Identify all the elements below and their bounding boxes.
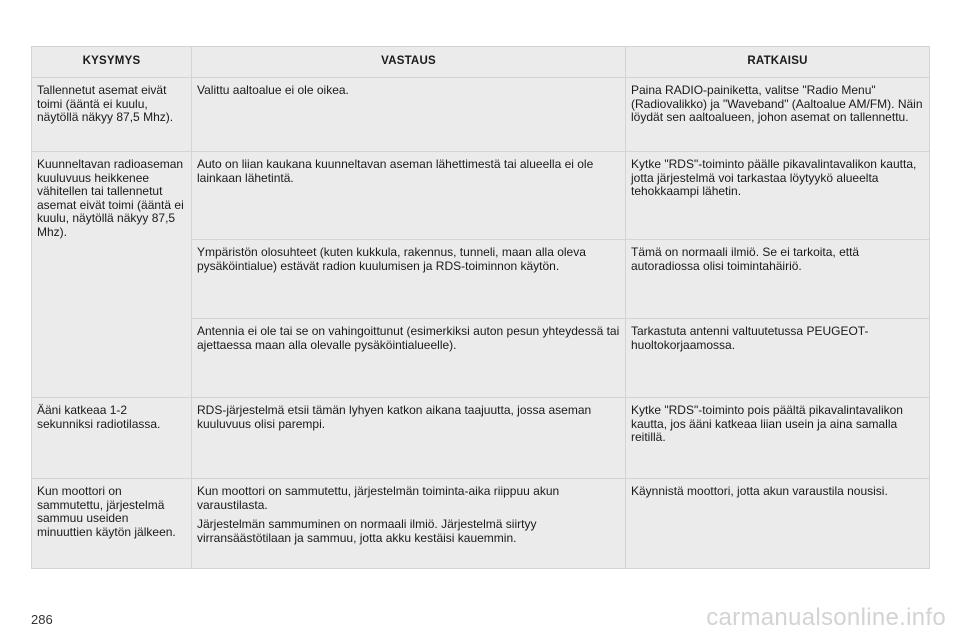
solution-cell: Tämä on normaali ilmiö. Se ei tarkoita, että autoradiossa olisi toimintahäiriö. (626, 240, 930, 319)
question-cell: Ääni katkeaa 1-2 sekunniksi radiotilassa. (32, 398, 192, 479)
answer-paragraph: Järjestelmän sammuminen on normaali ilmiö. Järjestelmä siirtyy virransäästötilaan ja sammuu, jotta akku kestäisi kauemmin. (197, 517, 537, 545)
question-cell: Kuunneltavan radioaseman kuuluvuus heikkenee vähitellen tai tallennetut asemat eivät toimi (ääntä ei kuulu, näytöllä näkyy 87,5 Mhz). (32, 152, 192, 398)
question-cell: Kun moottori on sammutettu, järjestelmä sammuu useiden minuuttien käytön jälkeen. (32, 479, 192, 569)
solution-cell: Paina RADIO-painiketta, valitse "Radio Menu" (Radiovalikko) ja "Waveband" (Aaltoalue AM/FM). Näin löydät sen aaltoalueen, johon asemat on tallennettu. (626, 78, 930, 152)
page-number: 286 (31, 612, 53, 627)
answer-cell: Antennia ei ole tai se on vahingoittunut (esimerkiksi auton pesun yhteydessä tai ajettaessa maan alla olevalle pysäköintialueelle). (192, 319, 626, 398)
solution-cell: Kytke "RDS"-toiminto päälle pikavalintavalikon kautta, jotta järjestelmä voi tarkastaa löytyykö alueelta tehokkaampi lähetin. (626, 152, 930, 240)
table-row (32, 398, 930, 479)
header-answer: VASTAUS (192, 47, 626, 78)
question-cell: Tallennetut asemat eivät toimi (ääntä ei kuulu, näytöllä näkyy 87,5 Mhz). (32, 78, 192, 152)
table-row (32, 152, 930, 240)
solution-cell: Kytke "RDS"-toiminto pois päältä pikavalintavalikon kautta, jos ääni katkeaa liian usein ja aina samalla reitillä. (626, 398, 930, 479)
watermark: carmanualsonline.info (706, 604, 946, 631)
solution-cell: Käynnistä moottori, jotta akun varaustila nousisi. (626, 479, 930, 569)
answer-paragraph: Kun moottori on sammutettu, järjestelmän toiminta-aika riippuu akun varaustilasta. (197, 484, 560, 512)
answer-cell: Auto on liian kaukana kuunneltavan aseman lähettimestä tai alueella ei ole lainkaan lähetintä. (192, 152, 626, 240)
answer-cell: Valittu aaltoalue ei ole oikea. (192, 78, 626, 152)
table-row (32, 479, 930, 569)
header-solution: RATKAISU (626, 47, 930, 78)
answer-cell: RDS-järjestelmä etsii tämän lyhyen katkon aikana taajuutta, jossa aseman kuuluvuus olisi parempi. (192, 398, 626, 479)
header-row (32, 47, 930, 78)
header-question: KYSYMYS (32, 47, 192, 78)
table-row (32, 78, 930, 152)
answer-cell: Ympäristön olosuhteet (kuten kukkula, rakennus, tunneli, maan alla oleva pysäköintialue) estävät radion kuulumisen ja RDS-toiminnon käytön. (192, 240, 626, 319)
answer-cell (192, 479, 626, 569)
faq-table (31, 46, 930, 569)
solution-cell: Tarkastuta antenni valtuutetussa PEUGEOT-huoltokorjaamossa. (626, 319, 930, 398)
